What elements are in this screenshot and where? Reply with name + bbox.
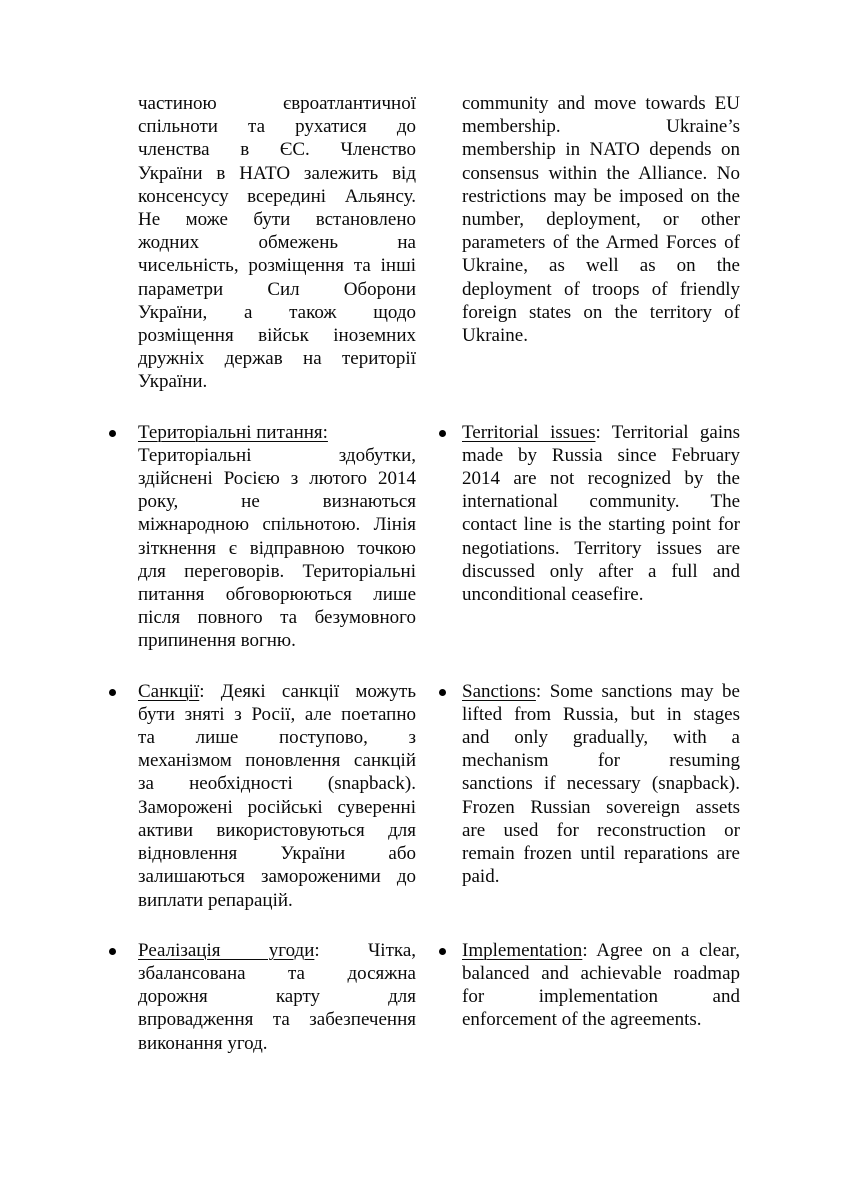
uk-column-territorial-issues	[108, 421, 416, 653]
text-line: розміщення військ іноземних	[138, 325, 416, 347]
text-line	[138, 421, 416, 444]
term-heading: Реалізація угоди	[138, 939, 315, 961]
text-line: contact line is the starting point for	[462, 514, 740, 536]
text-line: international community. The	[462, 491, 740, 513]
section-euro-atlantic-continuation	[108, 92, 748, 394]
heading-rest-text: : Деякі санкції можуть	[199, 680, 416, 702]
uk-column-euro-atlantic-continuation	[108, 92, 416, 394]
text-line: та лише поступово, з	[138, 727, 416, 749]
text-line: чисельність, розміщення та інші	[138, 255, 416, 277]
text-line: за необхідності (snapback).	[138, 773, 416, 795]
text-line: discussed only after a full and	[462, 560, 740, 582]
text-line: are used for reconstruction or	[462, 819, 740, 841]
text-line: enforcement of the agreements.	[462, 1009, 702, 1031]
bullet-icon	[439, 689, 446, 696]
text-line: Заморожені російські суверенні	[138, 796, 416, 818]
bullet-icon	[109, 430, 116, 437]
heading-rest-text: : Some sanctions may be	[535, 680, 740, 702]
text-line: дорожня карту для	[138, 986, 416, 1008]
text-line: питання обговорюються лише	[138, 584, 416, 606]
section-territorial-issues	[108, 421, 748, 653]
uk-column-implementation	[108, 939, 416, 1055]
text-line: sanctions if necessary (snapback).	[462, 773, 740, 795]
text-line: restrictions may be imposed on the	[462, 185, 740, 207]
text-line: відновлення України або	[138, 843, 416, 865]
term-heading: Sanctions	[462, 680, 536, 702]
text-line: міжнародною спільнотою. Лінія	[138, 514, 416, 536]
text-line: and only gradually, with a	[462, 727, 740, 749]
text-line: України в НАТО залежить від	[138, 162, 416, 184]
en-column-implementation	[438, 939, 740, 1032]
text-line: parameters of the Armed Forces of	[462, 232, 740, 254]
text-line: виплати репарацій.	[138, 889, 293, 911]
text-line: механізмом поновлення санкцій	[138, 750, 416, 772]
text-line: впровадження та забезпечення	[138, 1009, 416, 1031]
text-line: року, не визнаються	[138, 491, 416, 513]
text-line: спільноти та рухатися до	[138, 116, 416, 138]
heading-rest-text: : Territorial gains	[595, 421, 740, 443]
text-line: remain frozen until reparations are	[462, 843, 740, 865]
text-line: залишаються замороженими до	[138, 866, 416, 888]
text-line: paid.	[462, 866, 500, 888]
text-line: balanced and achievable roadmap	[462, 962, 740, 984]
term-heading: Territorial issues	[462, 421, 596, 443]
text-line: України, а також щодо	[138, 301, 416, 323]
text-line: lifted from Russia, but in stages	[462, 703, 740, 725]
text-line: України.	[138, 371, 208, 393]
text-line: консенсусу всередині Альянсу.	[138, 185, 416, 207]
text-line: бути зняті з Росії, але поетапно	[138, 703, 416, 725]
term-heading: Implementation	[462, 939, 583, 961]
bullet-icon	[109, 948, 116, 955]
text-line: після повного та безумовного	[138, 607, 416, 629]
text-line: активи використовуються для	[138, 819, 416, 841]
text-line: параметри Сил Оборони	[138, 278, 416, 300]
text-line: foreign states on the territory of	[462, 301, 740, 323]
text-line: членства в ЄС. Членство	[138, 139, 416, 161]
text-line: для переговорів. Територіальні	[138, 560, 416, 582]
text-line	[138, 680, 416, 703]
text-line: збалансована та досяжна	[138, 962, 416, 984]
text-line	[462, 939, 740, 962]
en-column-territorial-issues	[438, 421, 740, 607]
text-line	[462, 680, 740, 703]
text-line: unconditional ceasefire.	[462, 584, 644, 606]
text-line: зіткнення є відправною точкою	[138, 537, 416, 559]
bullet-icon	[439, 948, 446, 955]
text-line: Не може бути встановлено	[138, 209, 416, 231]
heading-rest-text: : Чітка,	[314, 939, 416, 961]
text-line: membership. Ukraine’s	[462, 116, 740, 138]
text-line: made by Russia since February	[462, 444, 740, 466]
text-line: Територіальні здобутки,	[138, 444, 416, 466]
text-line: жодних обмежень на	[138, 232, 416, 254]
text-line: 2014 are not recognized by the	[462, 468, 740, 490]
text-line: mechanism for resuming	[462, 750, 740, 772]
text-line: deployment of troops of friendly	[462, 278, 740, 300]
text-line: membership in NATO depends on	[462, 139, 740, 161]
term-heading: Територіальні питання:	[138, 421, 328, 443]
text-line	[138, 939, 416, 962]
section-sanctions	[108, 680, 748, 912]
text-line: Frozen Russian sovereign assets	[462, 796, 740, 818]
text-line: community and move towards EU	[462, 93, 740, 114]
uk-column-sanctions	[108, 680, 416, 912]
text-line: Ukraine.	[462, 325, 528, 347]
text-line: for implementation and	[462, 986, 740, 1008]
text-line: здійснені Росією з лютого 2014	[138, 468, 416, 490]
bullet-icon	[439, 430, 446, 437]
text-line: дружніх держав на території	[138, 348, 416, 370]
text-line: частиною євроатлантичної	[138, 93, 416, 114]
text-line	[462, 421, 740, 444]
text-line: number, deployment, or other	[462, 209, 740, 231]
text-line: consensus within the Alliance. No	[462, 162, 740, 184]
en-column-euro-atlantic-continuation	[438, 92, 740, 347]
heading-rest-text: : Agree on a clear,	[582, 939, 740, 961]
text-line: припинення вогню.	[138, 630, 296, 652]
section-implementation	[108, 939, 748, 1055]
text-line: Ukraine, as well as on the	[462, 255, 740, 277]
text-line: виконання угод.	[138, 1032, 268, 1054]
term-heading: Санкції	[138, 680, 200, 702]
text-line: negotiations. Territory issues are	[462, 537, 740, 559]
bullet-icon	[109, 689, 116, 696]
en-column-sanctions	[438, 680, 740, 889]
